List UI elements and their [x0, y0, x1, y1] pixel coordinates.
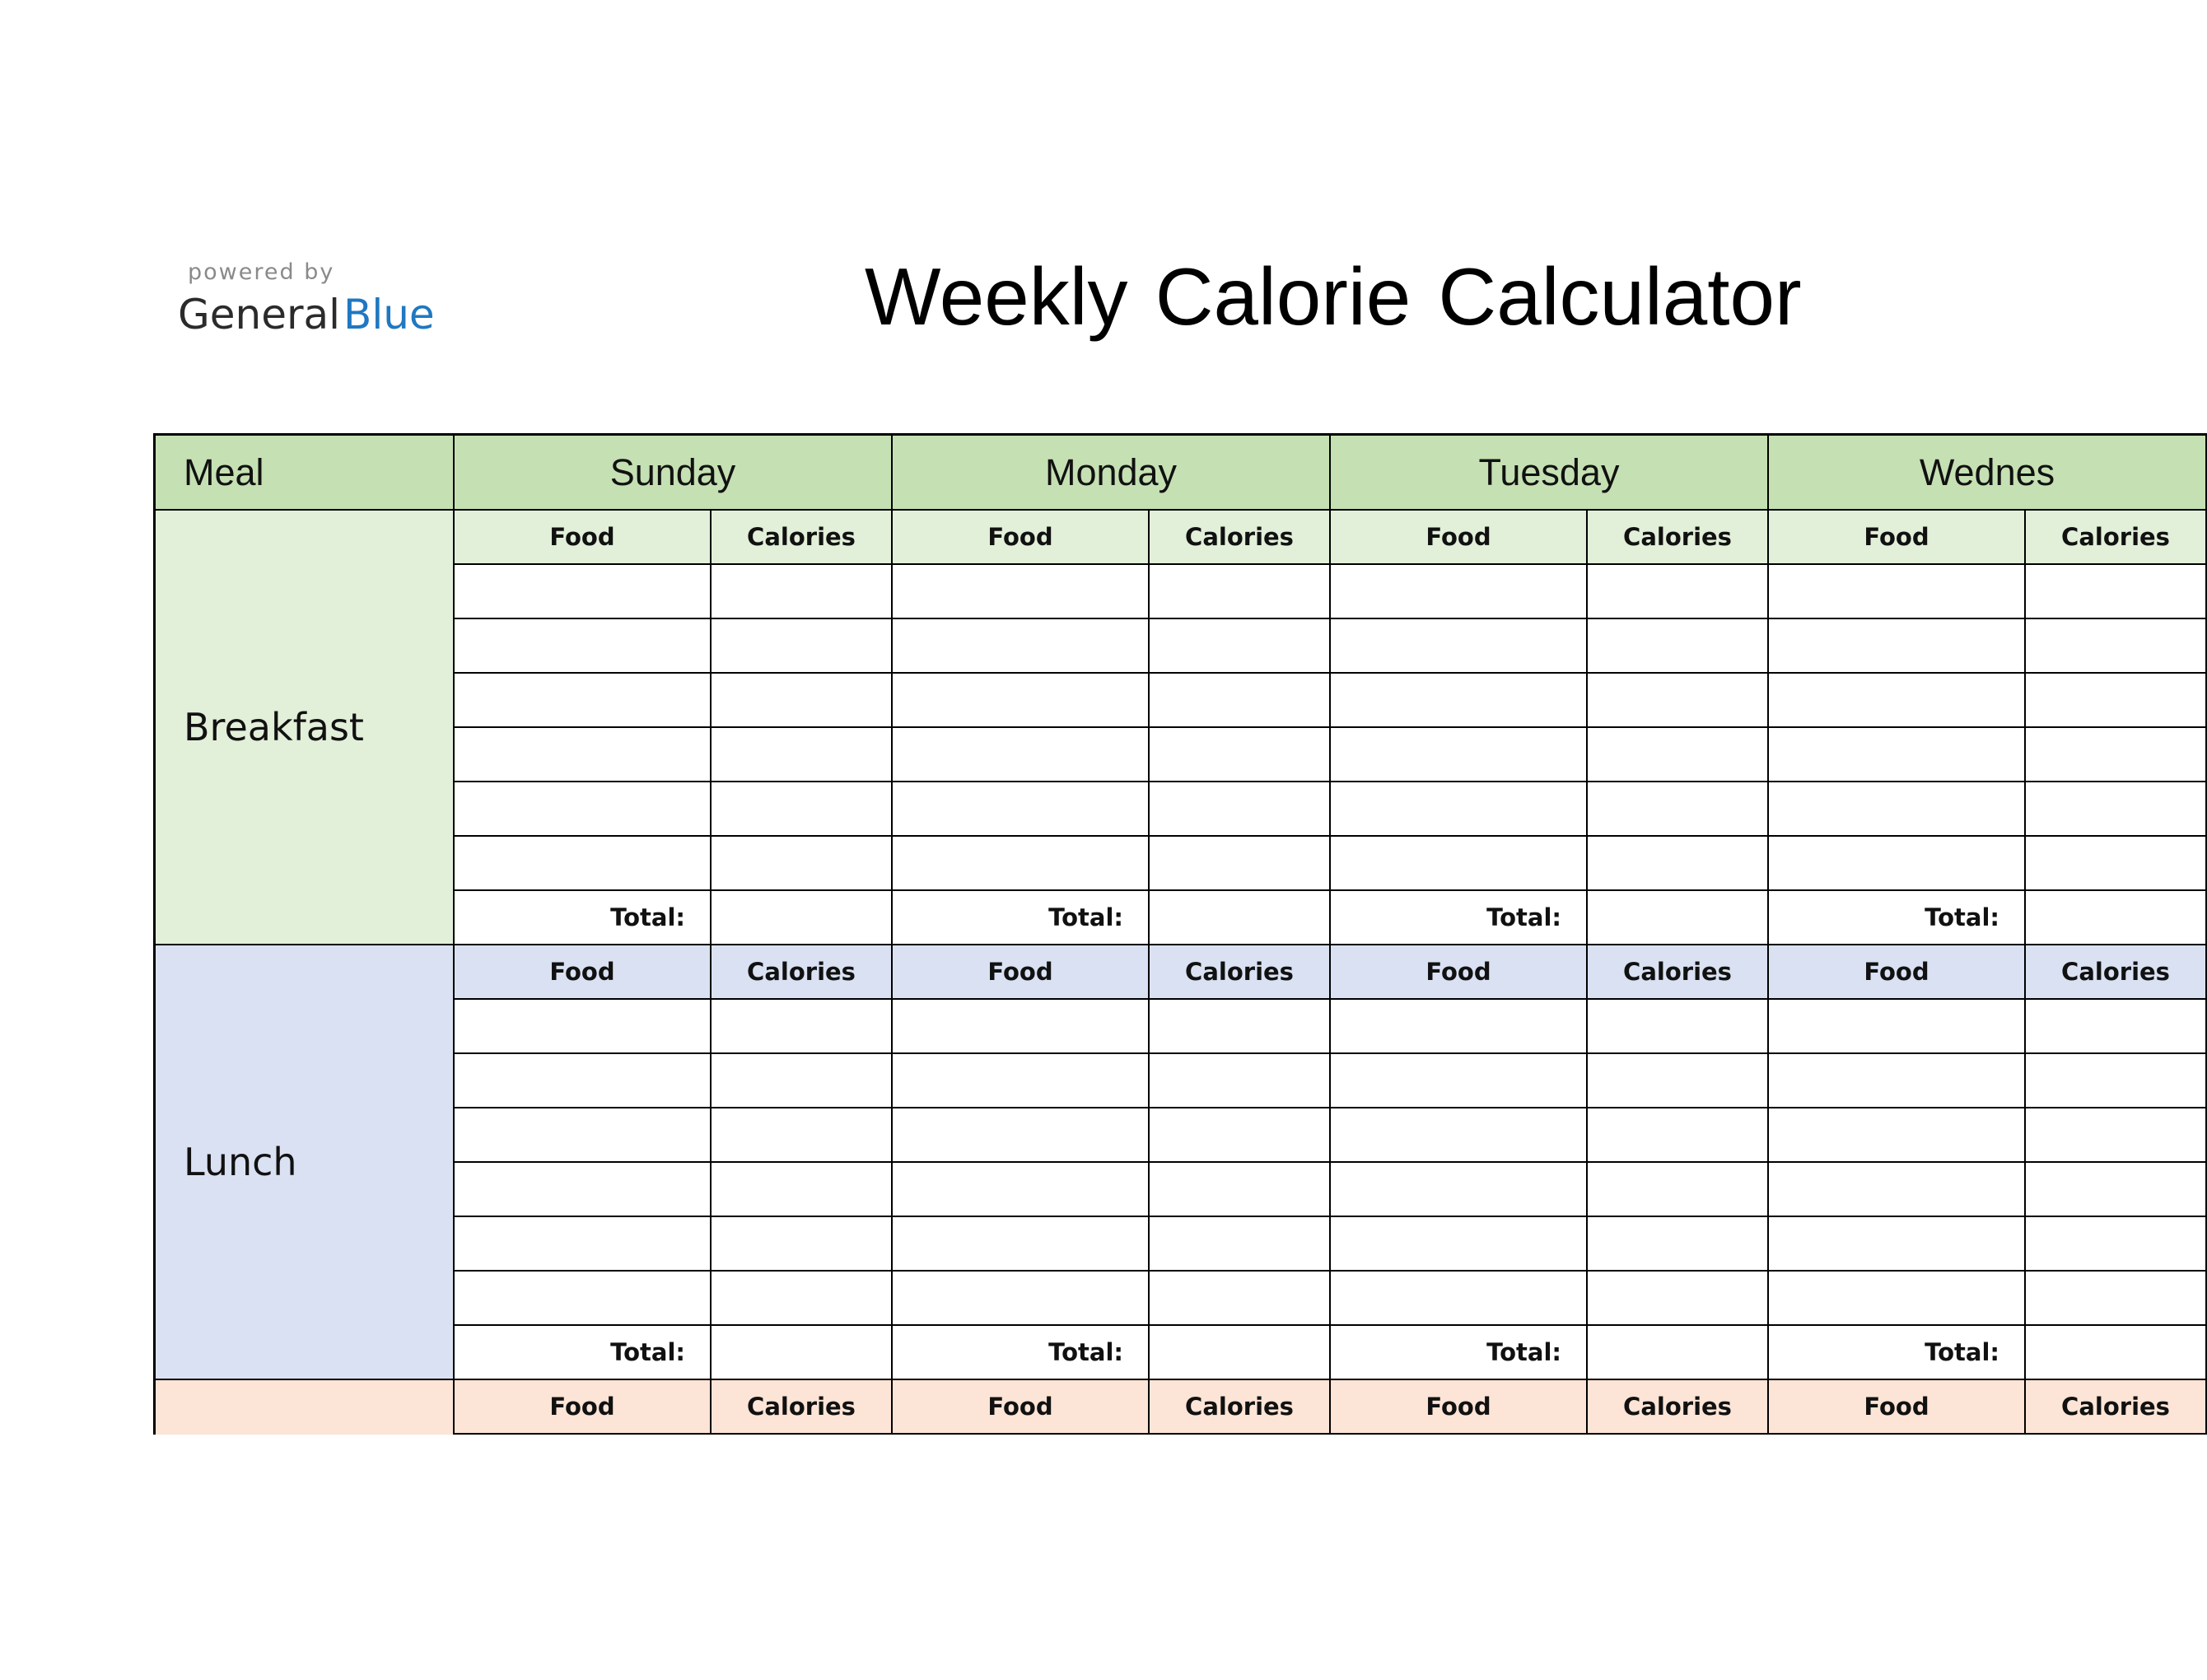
calories-entry-cell[interactable]	[710, 1161, 893, 1217]
day-header-monday: Monday	[891, 433, 1331, 511]
meal-column-header: Meal	[153, 433, 455, 511]
meal-label-breakfast: Breakfast	[153, 509, 455, 945]
calories-entry-cell[interactable]	[2024, 563, 2207, 619]
calories-entry-cell[interactable]	[710, 563, 893, 619]
calories-entry-cell[interactable]	[2024, 1107, 2207, 1163]
calories-column-header: Calories	[2024, 944, 2207, 1000]
food-column-header: Food	[1767, 944, 2026, 1000]
food-entry-cell[interactable]	[1329, 1161, 1588, 1217]
food-entry-cell[interactable]	[1329, 726, 1588, 782]
food-column-header: Food	[891, 509, 1150, 565]
calories-column-header: Calories	[1586, 944, 1769, 1000]
calories-entry-cell[interactable]	[2024, 1270, 2207, 1326]
calories-entry-cell[interactable]	[1148, 618, 1331, 674]
meal-label-dinner	[153, 1379, 455, 1435]
food-entry-cell[interactable]	[1767, 726, 2026, 782]
food-column-header: Food	[1329, 944, 1588, 1000]
total-calories-cell[interactable]	[710, 889, 893, 945]
food-entry-cell[interactable]	[1329, 672, 1588, 728]
calories-entry-cell[interactable]	[1586, 835, 1769, 891]
brand-logo	[178, 259, 474, 339]
calories-entry-cell[interactable]	[1586, 1216, 1769, 1272]
total-label: Total:	[1329, 889, 1588, 945]
calories-entry-cell[interactable]	[1586, 563, 1769, 619]
food-entry-cell[interactable]	[891, 1161, 1150, 1217]
calories-entry-cell[interactable]	[1586, 726, 1769, 782]
food-entry-cell[interactable]	[1329, 563, 1588, 619]
brand-name-general: General	[178, 291, 341, 338]
calories-entry-cell[interactable]	[710, 1270, 893, 1326]
food-entry-cell[interactable]	[891, 1052, 1150, 1108]
calories-entry-cell[interactable]	[1148, 726, 1331, 782]
total-label: Total:	[453, 889, 712, 945]
food-entry-cell[interactable]	[453, 618, 712, 674]
food-entry-cell[interactable]	[891, 998, 1150, 1054]
calories-entry-cell[interactable]	[2024, 1216, 2207, 1272]
food-entry-cell[interactable]	[1329, 1107, 1588, 1163]
food-entry-cell[interactable]	[891, 726, 1150, 782]
food-entry-cell[interactable]	[453, 781, 712, 837]
food-entry-cell[interactable]	[891, 835, 1150, 891]
food-column-header: Food	[1329, 509, 1588, 565]
food-entry-cell[interactable]	[891, 781, 1150, 837]
food-entry-cell[interactable]	[891, 618, 1150, 674]
food-entry-cell[interactable]	[453, 672, 712, 728]
food-entry-cell[interactable]	[1329, 998, 1588, 1054]
food-entry-cell[interactable]	[1329, 1216, 1588, 1272]
day-header-tuesday: Tuesday	[1329, 433, 1769, 511]
calories-entry-cell[interactable]	[1148, 1052, 1331, 1108]
calorie-table	[153, 433, 2170, 1421]
food-column-header: Food	[1767, 1379, 2026, 1435]
food-entry-cell[interactable]	[1767, 1216, 2026, 1272]
calories-entry-cell[interactable]	[1148, 1107, 1331, 1163]
calories-entry-cell[interactable]	[1586, 998, 1769, 1054]
total-label: Total:	[891, 1324, 1150, 1380]
calories-entry-cell[interactable]	[2024, 726, 2207, 782]
calories-entry-cell[interactable]	[2024, 672, 2207, 728]
food-entry-cell[interactable]	[453, 1107, 712, 1163]
calories-column-header: Calories	[1586, 509, 1769, 565]
food-column-header: Food	[453, 944, 712, 1000]
calories-entry-cell[interactable]	[1148, 563, 1331, 619]
calories-column-header: Calories	[1148, 1379, 1331, 1435]
food-entry-cell[interactable]	[1767, 1161, 2026, 1217]
total-calories-cell[interactable]	[1148, 889, 1331, 945]
food-entry-cell[interactable]	[1767, 563, 2026, 619]
calories-entry-cell[interactable]	[710, 1052, 893, 1108]
calories-entry-cell[interactable]	[2024, 998, 2207, 1054]
calories-entry-cell[interactable]	[1586, 1052, 1769, 1108]
total-label: Total:	[1329, 1324, 1588, 1380]
food-column-header: Food	[1767, 509, 2026, 565]
calories-entry-cell[interactable]	[1148, 1270, 1331, 1326]
calories-entry-cell[interactable]	[710, 1107, 893, 1163]
food-entry-cell[interactable]	[1767, 1052, 2026, 1108]
calories-entry-cell[interactable]	[1148, 1161, 1331, 1217]
food-column-header: Food	[1329, 1379, 1588, 1435]
food-entry-cell[interactable]	[1329, 1052, 1588, 1108]
food-column-header: Food	[891, 1379, 1150, 1435]
calories-entry-cell[interactable]	[710, 781, 893, 837]
calories-column-header: Calories	[1586, 1379, 1769, 1435]
calories-entry-cell[interactable]	[710, 998, 893, 1054]
calories-entry-cell[interactable]	[1586, 1270, 1769, 1326]
food-entry-cell[interactable]	[1329, 1270, 1588, 1326]
calories-entry-cell[interactable]	[2024, 1161, 2207, 1217]
calories-entry-cell[interactable]	[1148, 1216, 1331, 1272]
food-entry-cell[interactable]	[1767, 781, 2026, 837]
food-entry-cell[interactable]	[891, 1107, 1150, 1163]
food-entry-cell[interactable]	[1767, 1107, 2026, 1163]
calories-column-header: Calories	[1148, 944, 1331, 1000]
food-entry-cell[interactable]	[891, 1216, 1150, 1272]
food-column-header: Food	[453, 509, 712, 565]
calories-entry-cell[interactable]	[1148, 781, 1331, 837]
food-entry-cell[interactable]	[453, 726, 712, 782]
food-column-header: Food	[453, 1379, 712, 1435]
calories-entry-cell[interactable]	[710, 1216, 893, 1272]
calories-column-header: Calories	[2024, 509, 2207, 565]
calories-entry-cell[interactable]	[1586, 781, 1769, 837]
food-entry-cell[interactable]	[891, 1270, 1150, 1326]
calories-entry-cell[interactable]	[1148, 835, 1331, 891]
total-calories-cell[interactable]	[1148, 1324, 1331, 1380]
calories-column-header: Calories	[710, 944, 893, 1000]
calories-column-header: Calories	[710, 509, 893, 565]
total-label: Total:	[453, 1324, 712, 1380]
food-entry-cell[interactable]	[1767, 998, 2026, 1054]
calories-entry-cell[interactable]	[710, 835, 893, 891]
powered-by-text: powered by	[188, 259, 335, 285]
calories-entry-cell[interactable]	[710, 618, 893, 674]
total-calories-cell[interactable]	[2024, 1324, 2207, 1380]
food-entry-cell[interactable]	[1329, 781, 1588, 837]
food-entry-cell[interactable]	[1767, 835, 2026, 891]
brand-name-blue: Blue	[343, 291, 435, 338]
calories-column-header: Calories	[710, 1379, 893, 1435]
calories-column-header: Calories	[1148, 509, 1331, 565]
total-calories-cell[interactable]	[1586, 889, 1769, 945]
brand-name	[178, 290, 474, 339]
calories-entry-cell[interactable]	[2024, 1052, 2207, 1108]
total-label: Total:	[891, 889, 1150, 945]
food-entry-cell[interactable]	[453, 1270, 712, 1326]
calories-entry-cell[interactable]	[1586, 1107, 1769, 1163]
food-entry-cell[interactable]	[1329, 618, 1588, 674]
calories-entry-cell[interactable]	[2024, 618, 2207, 674]
total-calories-cell[interactable]	[1586, 1324, 1769, 1380]
day-header-wednes: Wednes	[1767, 433, 2207, 511]
meal-label-lunch: Lunch	[153, 944, 455, 1380]
food-entry-cell[interactable]	[891, 563, 1150, 619]
food-entry-cell[interactable]	[453, 1216, 712, 1272]
calories-entry-cell[interactable]	[710, 726, 893, 782]
food-entry-cell[interactable]	[453, 1052, 712, 1108]
calories-entry-cell[interactable]	[1586, 672, 1769, 728]
food-entry-cell[interactable]	[1767, 672, 2026, 728]
calories-entry-cell[interactable]	[1586, 1161, 1769, 1217]
food-entry-cell[interactable]	[1329, 835, 1588, 891]
calories-entry-cell[interactable]	[1148, 998, 1331, 1054]
total-calories-cell[interactable]	[2024, 889, 2207, 945]
calories-entry-cell[interactable]	[710, 672, 893, 728]
food-entry-cell[interactable]	[1767, 618, 2026, 674]
food-entry-cell[interactable]	[891, 672, 1150, 728]
food-entry-cell[interactable]	[1767, 1270, 2026, 1326]
food-entry-cell[interactable]	[453, 835, 712, 891]
calories-entry-cell[interactable]	[1586, 618, 1769, 674]
food-column-header: Food	[891, 944, 1150, 1000]
food-entry-cell[interactable]	[453, 1161, 712, 1217]
day-header-sunday: Sunday	[453, 433, 893, 511]
food-entry-cell[interactable]	[453, 563, 712, 619]
calories-entry-cell[interactable]	[1148, 672, 1331, 728]
food-entry-cell[interactable]	[453, 998, 712, 1054]
calories-entry-cell[interactable]	[2024, 781, 2207, 837]
total-calories-cell[interactable]	[710, 1324, 893, 1380]
calories-entry-cell[interactable]	[2024, 835, 2207, 891]
page-title: Weekly Calorie Calculator	[865, 251, 1802, 342]
total-label: Total:	[1767, 889, 2026, 945]
calories-column-header: Calories	[2024, 1379, 2207, 1435]
total-label: Total:	[1767, 1324, 2026, 1380]
